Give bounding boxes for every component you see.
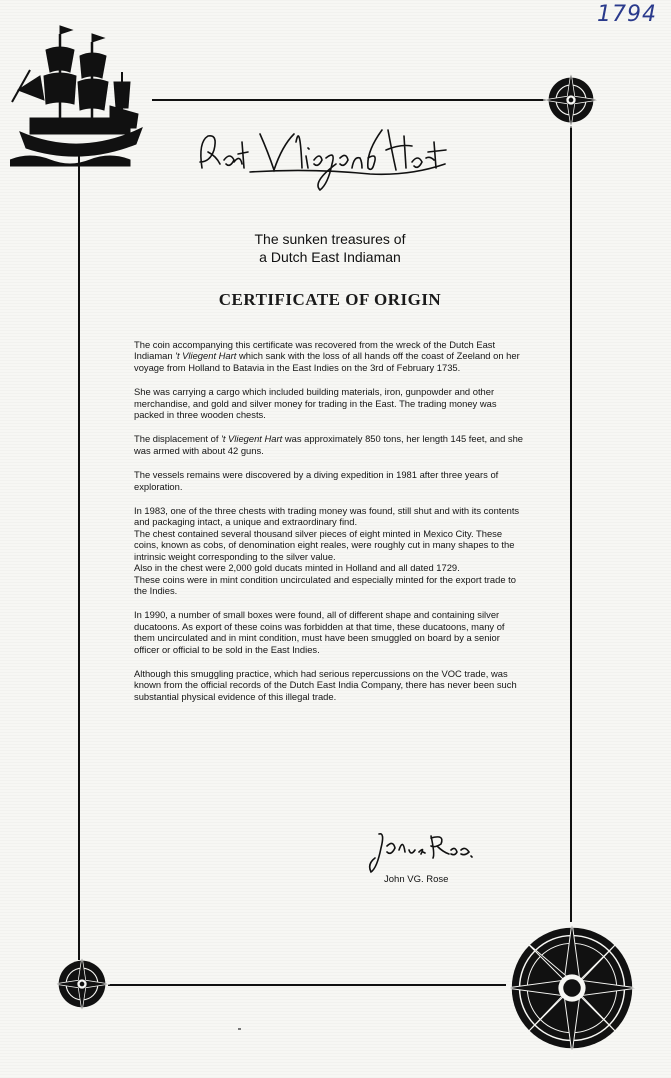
chest-find-line-3: Also in the chest were 2,000 gold ducats minted in Holland and all dated 1729. bbox=[134, 562, 460, 574]
frame-bottom-line bbox=[108, 984, 506, 986]
chest-find-line-1: In 1983, one of the three chests with trading money was found, still shut and with its contents and packaging intact, a unique and extraordinary find. bbox=[134, 505, 520, 528]
frame-left-line bbox=[78, 150, 80, 960]
paragraph-chest-find bbox=[134, 505, 526, 596]
compass-rose-bottom-right bbox=[504, 920, 640, 1056]
paragraph-cargo: She was carrying a cargo which included building materials, iron, gunpowder and other merchandise, and gold and silver money for trading in the East. The trading money was packed in three wooden chests. bbox=[134, 386, 497, 421]
ship-name-signature bbox=[190, 112, 455, 196]
paragraph-recovery-text-end: which sank with the loss of all hands off the coast of Zeeland on her voyage from Holland to Batavia in the East Indies on the 3rd of February 1735. bbox=[134, 350, 520, 373]
reference-number: 1794 bbox=[597, 2, 657, 27]
frame-top-line bbox=[152, 99, 546, 101]
paper-speck bbox=[238, 1028, 241, 1030]
subtitle bbox=[150, 230, 510, 266]
sailing-ship-illustration bbox=[10, 20, 150, 170]
paragraph-displacement-text-end: was approximately 850 tons, her length 145 feet, and she was armed with about 42 guns. bbox=[134, 433, 524, 456]
paragraph-displacement-text: The displacement of bbox=[134, 433, 222, 445]
paragraph-ducatoons: In 1990, a number of small boxes were found, all of different shape and containing silver ducatoons. As export of these coins was forbidden at that time, these ducatoons, many of them uncirculated and in mint condition, must have been smuggled on board by a senior officer or official to be sold in the East Indies. bbox=[134, 609, 505, 655]
subtitle-line-1: The sunken treasures of bbox=[254, 231, 406, 247]
certificate-body bbox=[134, 339, 526, 715]
compass-rose-top-right bbox=[543, 72, 599, 128]
ship-name-italic: 't Vliegent Hart bbox=[221, 433, 283, 445]
signer-signature bbox=[365, 828, 475, 876]
certificate-title: CERTIFICATE OF ORIGIN bbox=[218, 290, 442, 309]
frame-right-line bbox=[570, 126, 572, 922]
paragraph-recovery-text: The coin accompanying this certificate was recovered from the wreck of the Dutch East Indiaman bbox=[134, 339, 496, 362]
paragraph-recovery bbox=[134, 339, 526, 373]
signer-name: John VG. Rose bbox=[384, 874, 449, 885]
chest-find-line-2: The chest contained several thousand silver pieces of eight minted in Mexico City. These coins, known as cobs, of denomination eight reales, were roughly cut in many shapes to the intrinsic weight corresponding to the silver value. bbox=[134, 527, 515, 562]
compass-rose-bottom-left bbox=[54, 956, 110, 1012]
chest-find-line-4: These coins were in mint condition uncirculated and especially minted for the export trade to the Indies. bbox=[134, 573, 516, 596]
paragraph-smuggling: Although this smuggling practice, which had serious repercussions on the VOC trade, was known from the official records of the Dutch East India Company, there has never been such substantial physical evidence of this illegal trade. bbox=[134, 667, 517, 702]
paragraph-discovery: The vessels remains were discovered by a diving expedition in 1981 after three years of exploration. bbox=[134, 469, 499, 492]
paragraph-displacement bbox=[134, 433, 526, 456]
subtitle-line-2: a Dutch East Indiaman bbox=[259, 249, 401, 265]
ship-name-italic: 't Vliegent Hart bbox=[175, 350, 237, 362]
